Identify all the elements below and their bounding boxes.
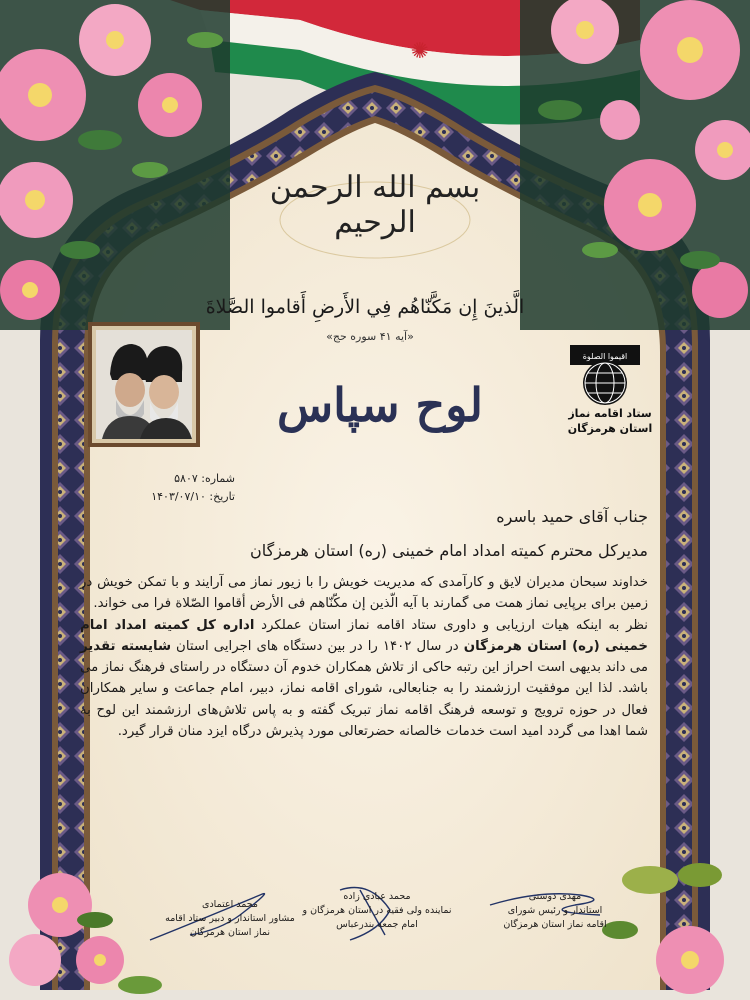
leaders-portrait [88, 322, 200, 447]
body-p2-text-1: نظر به اینکه هیات ارزیابی و داوری ستاد اقامه نماز استان عملکرد [254, 617, 648, 633]
svg-text:✺: ✺ [410, 39, 430, 64]
basmala-calligraphy: بسم الله الرحمن الرحیم [269, 170, 481, 240]
body-p2-bold-2: شایسته تقدیر [80, 638, 172, 654]
recipient-block [80, 500, 648, 568]
signature-block-3 [140, 898, 320, 940]
logo-emblem-text: اقیموا الصلوة [582, 352, 628, 361]
verse-reference: «آیه ۴۱ سوره حج» [326, 330, 414, 343]
quran-verse: الَّذینَ إِن مَکَّنّاهُم فِي الأَرضِ أَقاموا الصَّلاةَ [205, 296, 525, 318]
document-number: شماره: ۵۸۰۷ [174, 472, 235, 485]
signatory-title-line2: اقامه نماز استان هرمزگان [503, 919, 607, 930]
document-date: تاریخ: ۱۴۰۳/۰۷/۱۰ [151, 490, 235, 503]
recipient-position: مدیرکل محترم کمیته امداد امام خمینی (ره) استان هرمزگان [250, 541, 648, 560]
flowers-top-right [520, 0, 750, 330]
signatory-name: محمد عبادی زاده [343, 891, 411, 902]
signatory-title-line2: امام جمعه بندرعباس [336, 919, 418, 930]
flowers-top-left [0, 0, 230, 330]
signatory-title-line1: نماینده ولی فقیه در استان هرمزگان و [302, 905, 452, 916]
signature-block-1 [465, 890, 645, 932]
certificate-title: لوح سپاس [276, 378, 484, 432]
signatory-name: مهدی دوستی [528, 891, 582, 902]
signatory-name: محمد اعتمادی [202, 899, 258, 910]
organization-name-line1: ستاد اقامه نماز [568, 407, 652, 420]
signatory-title-line1: استاندار و رئیس شورای [507, 905, 603, 916]
body-p2-text-3: می داند بدیهی است احراز این رتبه حاکی از تلاش همکاران خدوم آن دستگاه در راستای فرهنگ نماز می باشد. لذا این موفقیت ارزشمند را به جنابعالی، شورای اقامه نماز، دبیر، امام جماعت و سایر همکاران فعال در حوزه ترویج و توسعه فرهنگ اقامه نماز تبریک گفته و به پاس تلاش‌های ارزشمند این لوح به شما اهدا می گردد امید است خدمات خالصانه حضرتعالی مورد پذیرش درگاه ایزد منان قرار گیرد. [80, 660, 648, 740]
signatory-title-line2: نماز استان هرمزگان [190, 927, 270, 938]
body-p2-text-2: در سال ۱۴۰۲ را در بین دستگاه های اجرایی استان [171, 638, 464, 654]
signatory-title-line1: مشاور استاندار و دبیر ستاد اقامه [165, 913, 295, 924]
organization-name [550, 406, 670, 436]
body-paragraph-1: خداوند سبحان مدیران لایق و کارآمدی که مدیریت خویش را با زیور نماز می آرایند و با تمکن خویش در زمین برای برپایی نماز همت می گمارند با آیه الّذین إن مکّنّاهم فی الأرض أقاموا الصّلاة فرا می خواند. [80, 575, 648, 612]
body-p2-bold-1: اداره کل کمیته امداد امام خمینی (ره) استان هرمزگان [80, 617, 648, 654]
certificate-body [80, 572, 648, 742]
recipient-name: جناب آقای حمید باسره [496, 507, 648, 526]
organization-name-line2: استان هرمزگان [567, 422, 653, 435]
body-paragraph-2 [80, 615, 648, 743]
